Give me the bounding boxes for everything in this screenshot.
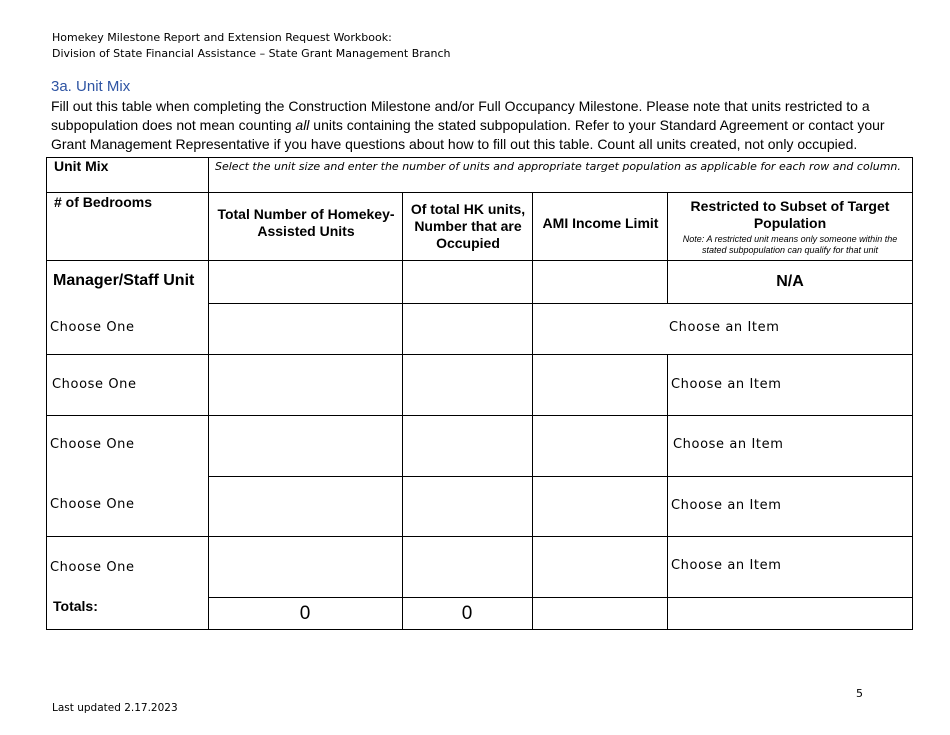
header-line-2: Division of State Financial Assistance – State Grant Management Branch [52,47,451,60]
col-rule [402,192,403,630]
table-border-top [46,157,913,158]
restricted-dropdown[interactable]: Choose an Item [671,558,782,573]
restricted-dropdown[interactable]: Choose an Item [669,320,780,335]
row-rule [46,354,913,355]
table-border-left [46,157,47,630]
row-rule [46,260,913,261]
bedrooms-dropdown[interactable]: Choose One [52,377,137,392]
row-rule [208,597,913,598]
page-number: 5 [856,687,863,700]
intro-emphasis: all [295,117,310,133]
row-rule [46,415,913,416]
total-occupied-value: 0 [461,603,473,624]
col-rule [667,354,668,630]
table-instruction: Select the unit size and enter the number of units and appropriate target population as applicable for each row and column. [215,160,901,173]
col-header-restricted-note: Note: A restricted unit means only someone within the stated subpopulation can qualify for that unit [682,234,898,255]
totals-label: Totals: [53,598,98,614]
bedrooms-dropdown[interactable]: Choose One [50,437,135,452]
last-updated: Last updated 2.17.2023 [52,702,178,714]
row-rule [208,476,913,477]
row-rule [46,192,913,193]
bedrooms-dropdown[interactable]: Choose One [50,560,135,575]
restricted-dropdown[interactable]: Choose an Item [671,377,782,392]
unit-mix-label: Unit Mix [54,158,109,174]
col-rule [532,192,533,630]
restricted-dropdown[interactable]: Choose an Item [673,437,784,452]
row-rule [46,536,913,537]
col-rule [208,157,209,630]
col-header-ami: AMI Income Limit [542,215,659,231]
total-units-value: 0 [299,603,311,624]
table-border-right [912,157,913,630]
header-line-1: Homekey Milestone Report and Extension Request Workbook: [52,31,392,44]
table-border-bottom [46,629,913,630]
bedrooms-dropdown[interactable]: Choose One [50,497,135,512]
bedrooms-label: # of Bedrooms [54,194,153,210]
intro-text-2: units containing the stated subpopulation. Refer to your Standard Agreement or contact your Grant Management Representative if you have questions about how to fill out this table. Count all units created, not only occupied. [51,117,885,152]
manager-restricted-na: N/A [776,273,804,290]
col-header-occupied: Of total HK units, Number that are Occupied [410,201,526,251]
manager-row-label: Manager/Staff Unit [53,272,195,289]
section-title: 3a. Unit Mix [51,78,131,95]
restricted-dropdown[interactable]: Choose an Item [671,498,782,513]
row-rule [208,303,913,304]
bedrooms-dropdown[interactable]: Choose One [50,320,135,335]
col-header-restricted [674,198,906,256]
col-header-restricted-title: Restricted to Subset of Target Population [690,198,890,231]
col-header-total-units: Total Number of Homekey-Assisted Units [217,206,395,239]
intro-text-1: Fill out this table when completing the Construction Milestone and/or Full Occupancy Milestone. Please note that units restricted to a subpopulation does not mean counting [51,98,870,133]
